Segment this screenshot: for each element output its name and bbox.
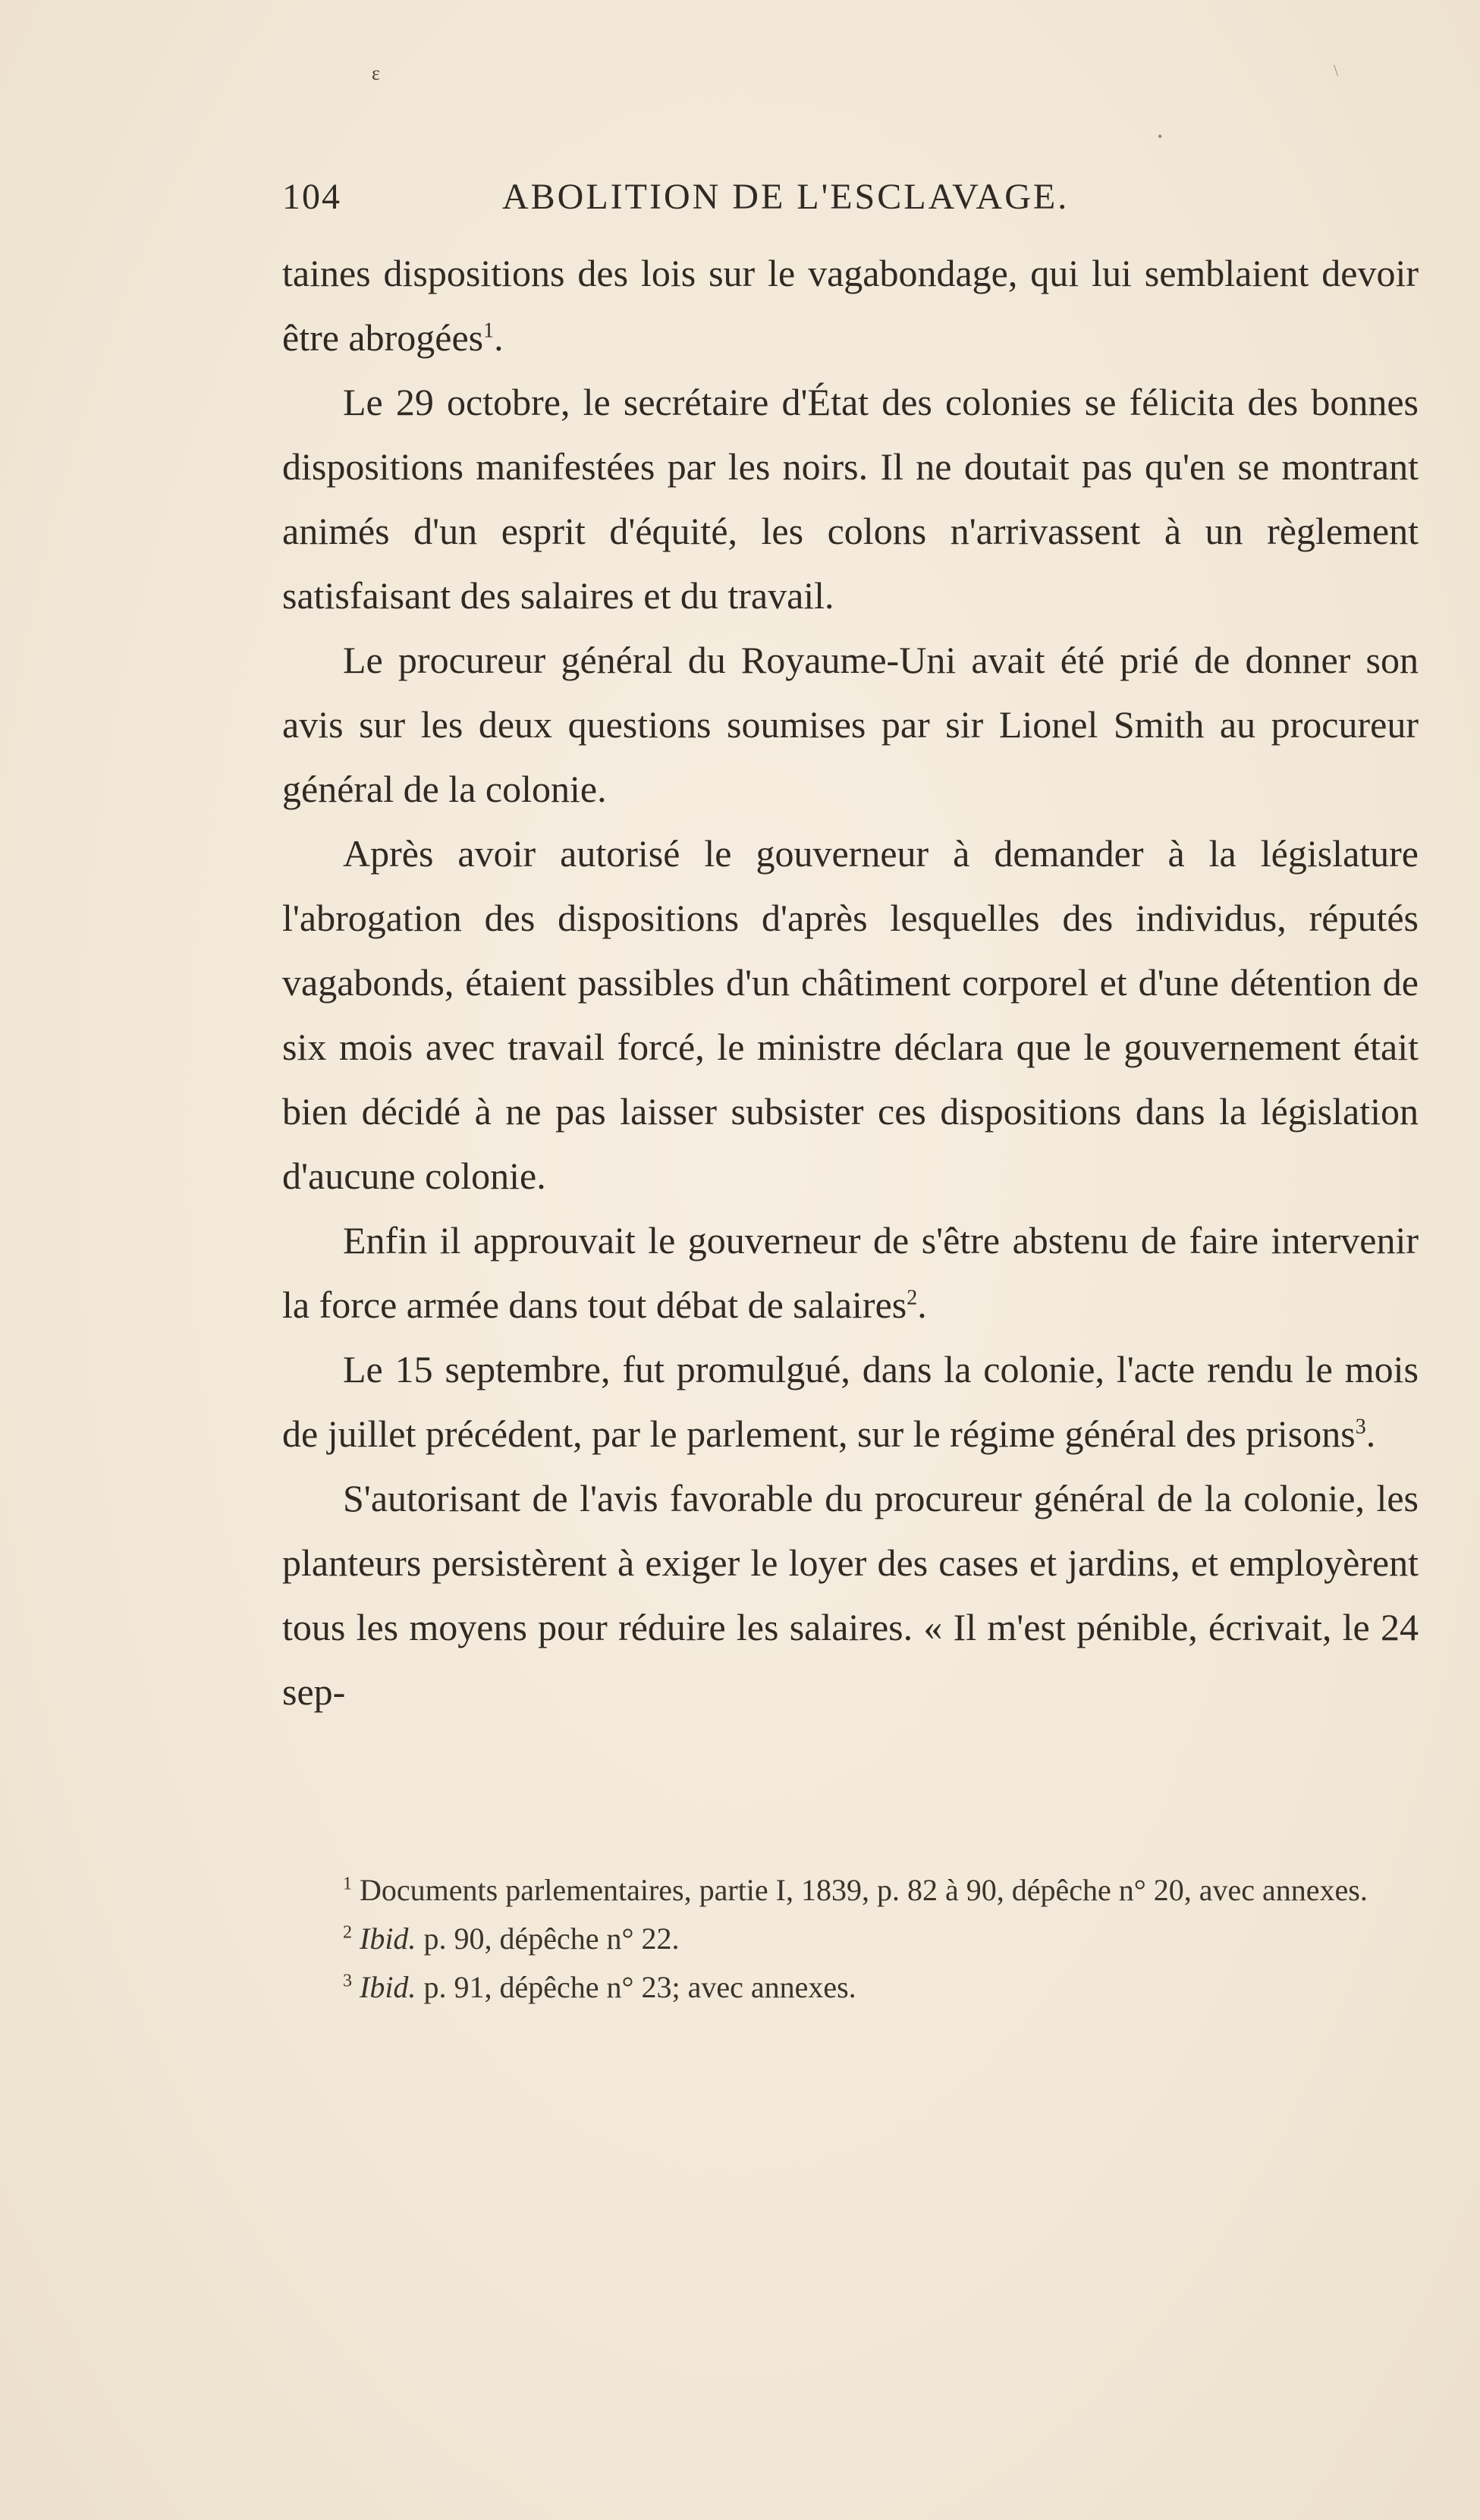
main-text — [282, 241, 1419, 1724]
footnote-ref: 3 — [1355, 1415, 1366, 1439]
ink-mark: ɛ — [372, 62, 380, 84]
footnote: $^2$ Ibid. p. 90, dépêche n° 22. — [343, 1921, 680, 1956]
paragraph: Le 29 octobre, le secrétaire d'État des colonies se félicita des bonnes dispositions manifestées par les noirs. Il ne doutait pas qu'en se montrant animés d'un esprit d'équité, les colons n'arrivassent à un règlement satisfaisant des salaires et du travail. — [282, 381, 1419, 617]
footnote-mark: 3 — [343, 1971, 352, 1991]
footnote-mark: 1 — [343, 1874, 352, 1894]
footnote-ref: 1 — [483, 319, 495, 343]
paragraph: taines dispositions des lois sur le vagabondage, qui lui semblaient devoir être abrogées$^1$. — [282, 252, 1419, 359]
paragraph: Après avoir autorisé le gouverneur à demander à la législature l'abrogation des dispositions d'après lesquelles des individus, réputés vagabonds, étaient passibles d'un châtiment corporel et d'une détention de six mois avec travail forcé, le ministre déclara que le gouvernement était bien décidé à ne pas laisser subsister ces dispositions dans la législation d'aucune colonie. — [282, 832, 1419, 1197]
paragraph: S'autorisant de l'avis favorable du procureur général de la colonie, les planteurs persistèrent à exiger le loyer des cases et jardins, et employèrent tous les moyens pour réduire les salaires. « Il m'est pénible, écrivait, le 24 sep- — [282, 1477, 1419, 1713]
ink-dot: • — [1158, 129, 1163, 144]
footnote-ref: 2 — [907, 1286, 918, 1310]
footnote-mark: 2 — [343, 1922, 352, 1943]
running-title: ABOLITION DE L'ESCLAVAGE. — [502, 177, 1070, 217]
paragraph: Le 15 septembre, fut promulgué, dans la colonie, l'acte rendu le mois de juillet précédent, par le parlement, sur le régime général des prisons$^3$. — [282, 1348, 1419, 1455]
ink-mark: \ — [1334, 61, 1339, 80]
footnotes — [282, 1866, 1419, 2012]
page-number: 104 — [282, 177, 341, 217]
paragraph: Le procureur général du Royaume-Uni avait été prié de donner son avis sur les deux questions soumises par sir Lionel Smith au procureur général de la colonie. — [282, 639, 1419, 810]
paragraph: Enfin il approuvait le gouverneur de s'être abstenu de faire intervenir la force armée dans tout débat de salaires$^2$. — [282, 1219, 1419, 1326]
footnote: $^3$ Ibid. p. 91, dépêche n° 23; avec annexes. — [343, 1970, 856, 2004]
footnote: $^1$ Documents parlementaires, partie I, 1839, p. 82 à 90, dépêche n° 20, avec annexes. — [343, 1873, 1368, 1907]
